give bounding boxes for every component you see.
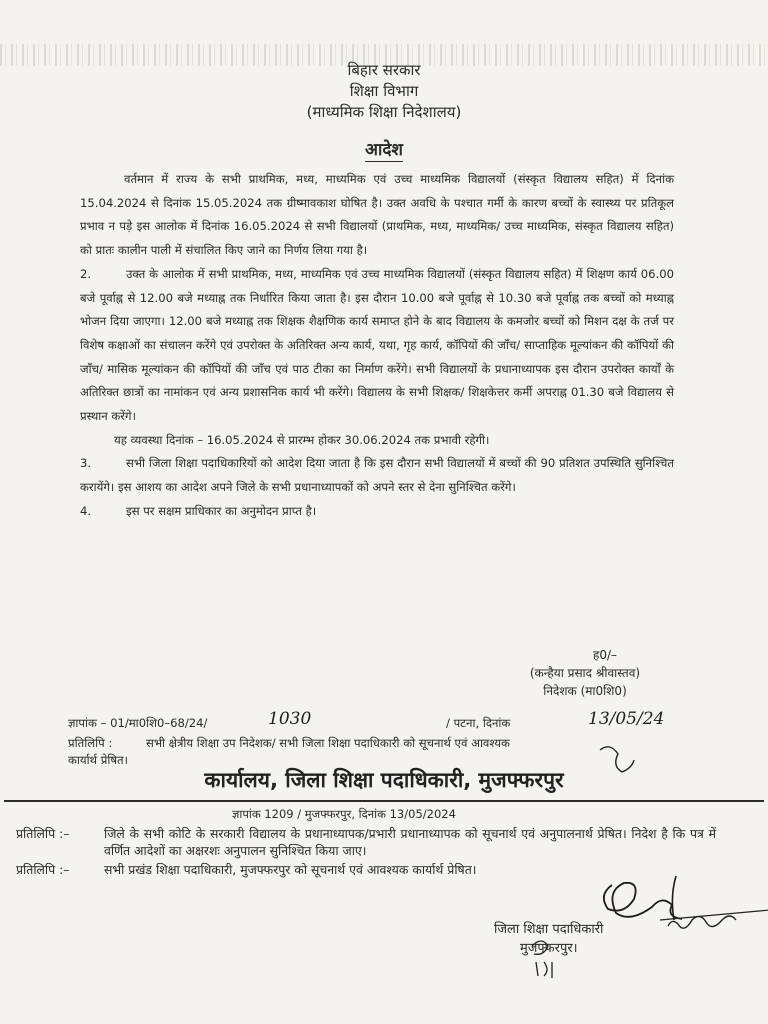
paragraph-1: वर्तमान में राज्य के सभी प्राथमिक, मध्य, माध्यमिक एवं उच्च माध्यमिक विद्यालयों (संस्कृत विद्यालय सहित) में दिनांक 15.04.2024 से दिनांक 15.05.2024 तक ग्रीष्मावकाश घोषित है। उक्त अवधि के पश्चात गर्मी के कारण बच्चों के स्वास्थ्य पर प्रतिकूल प्रभाव न पड़े इस आलोक में दिनांक 16.05.2024 से सभी विद्यालयों (प्राथमिक, मध्य, माध्यमिक/ उच्च माध्यमिक, संस्कृत विद्यालय सहित) को प्रातः कालीन पाली में संचालित किए जाने का निर्णय लिया गया है। [80,172,674,258]
district-copy-2-text: सभी प्रखंड शिक्षा पदाधिकारी, मुजफ्फरपुर को सूचनार्थ एवं आवश्यक कार्यार्थ प्रेषित। [104,862,477,877]
district-copy-1-label: प्रतिलिपि :– [16,826,70,841]
district-memo-line: ज्ञापांक 1209 / मुजफ्फरपुर, दिनांक 13/05/2024 [232,807,456,821]
director-designation: निदेशक (मा0शि0) [543,684,627,698]
paragraph-3: 3. सभी जिला शिक्षा पदाधिकारियों को आदेश दिया जाता है कि इस दौरान सभी विद्यालयों में बच्चों की 90 प्रतिशत उपस्थिति सुनिश्चित करायेंगे। इस आशय का आदेश अपने जिले के सभी प्रधानाध्यापकों को अपने स्तर से देना सुनिश्चित करेंगे। [80,456,674,495]
district-copy-1-text: जिले के सभी कोटि के सरकारी विद्यालय के प्रधानाध्यापक/प्रभारी प्रधानाध्यापक को सूचनार्थ एवं अनुपालनार्थ प्रेषित। निदेश है कि पत्र में वर्णित आदेशों का अक्षरशः अनुपालन सुनिश्चित किया जाए। [104,826,716,858]
header-directorate: (माध्यमिक शिक्षा निदेशालय) [306,103,462,121]
copy-label: प्रतिलिपि : [68,736,113,750]
deo-title: जिला शिक्षा पदाधिकारी [494,922,604,937]
memo-number-handwritten: 1030 [268,709,312,729]
deo-place: मुजफ्फरपुर। [520,941,578,956]
paragraph-2: 2. उक्त के आलोक में सभी प्राथमिक, मध्य, माध्यमिक एवं उच्च माध्यमिक विद्यालयों (संस्कृत विद्यालय सहित) में शिक्षण कार्य 06.00 बजे पूर्वाह्न से 12.00 बजे मध्याह्न तक निर्धारित किया जाता है। इस दौरान 10.00 बजे पूर्वाह्न से 10.30 बजे पूर्वाह्न तक बच्चों को मध्याह्न भोजन दिया जाएगा। 12.00 बजे मध्याह्न तक शिक्षक शैक्षणिक कार्य समाप्त होने के बाद विद्यालय के कमजोर बच्चों को मिशन दक्ष के तर्ज पर विशेष कक्षाओं का संचालन करेंगे एवं उपरोक्त के अतिरिक्त अन्य कार्य, यथा, गृह कार्य, कॉपियों की जाँच/ साप्ताहिक मूल्यांकन की कॉपियों की जाँच/ मासिक मूल्यांकन की कॉपियों की जाँच एवं पाठ टीका का निर्माण करेंगे। सभी विद्यालयों के प्रधानाध्यापक इस दौरान उपरोक्त कार्यों के अतिरिक्त छात्रों का नामांकन एवं अन्य प्रशासनिक कार्य भी करेंगे। विद्यालय के सभी शिक्षक/ शिक्षकेत्तर कर्मी अपराह्न 01.30 बजे विद्यालय से प्रस्थान करेंगे। [80,266,674,424]
order-title: आदेश [365,140,403,160]
copy-text-2: कार्यार्थ प्रेषित। [68,753,129,767]
district-office-title: कार्यालय, जिला शिक्षा पदाधिकारी, मुजफ्फरपुर [204,768,564,792]
district-copy-2-label: प्रतिलिपि :– [16,862,70,877]
header-govt: बिहार सरकार [347,61,421,79]
signed-mark: ह0/– [592,648,618,662]
copy-text: सभी क्षेत्रीय शिक्षा उप निदेशक/ सभी जिला शिक्षा पदाधिकारी को सूचनार्थ एवं आवश्यक [146,736,510,750]
director-name: (कन्हैया प्रसाद श्रीवास्तव) [529,666,641,680]
memo-date-handwritten: 13/05/24 [588,709,665,729]
paragraph-4: 4. इस पर सक्षम प्राधिकार का अनुमोदन प्राप्त है। [80,503,317,518]
paragraph-2b: यह व्यवस्था दिनांक – 16.05.2024 से प्रारम्भ होकर 30.06.2024 तक प्रभावी रहेगी। [114,432,490,447]
memo-prefix: ज्ञापांक – 01/मा0शि0–68/24/ [68,716,208,730]
memo-place: / पटना, दिनांक [446,716,511,730]
header-department: शिक्षा विभाग [349,82,419,100]
